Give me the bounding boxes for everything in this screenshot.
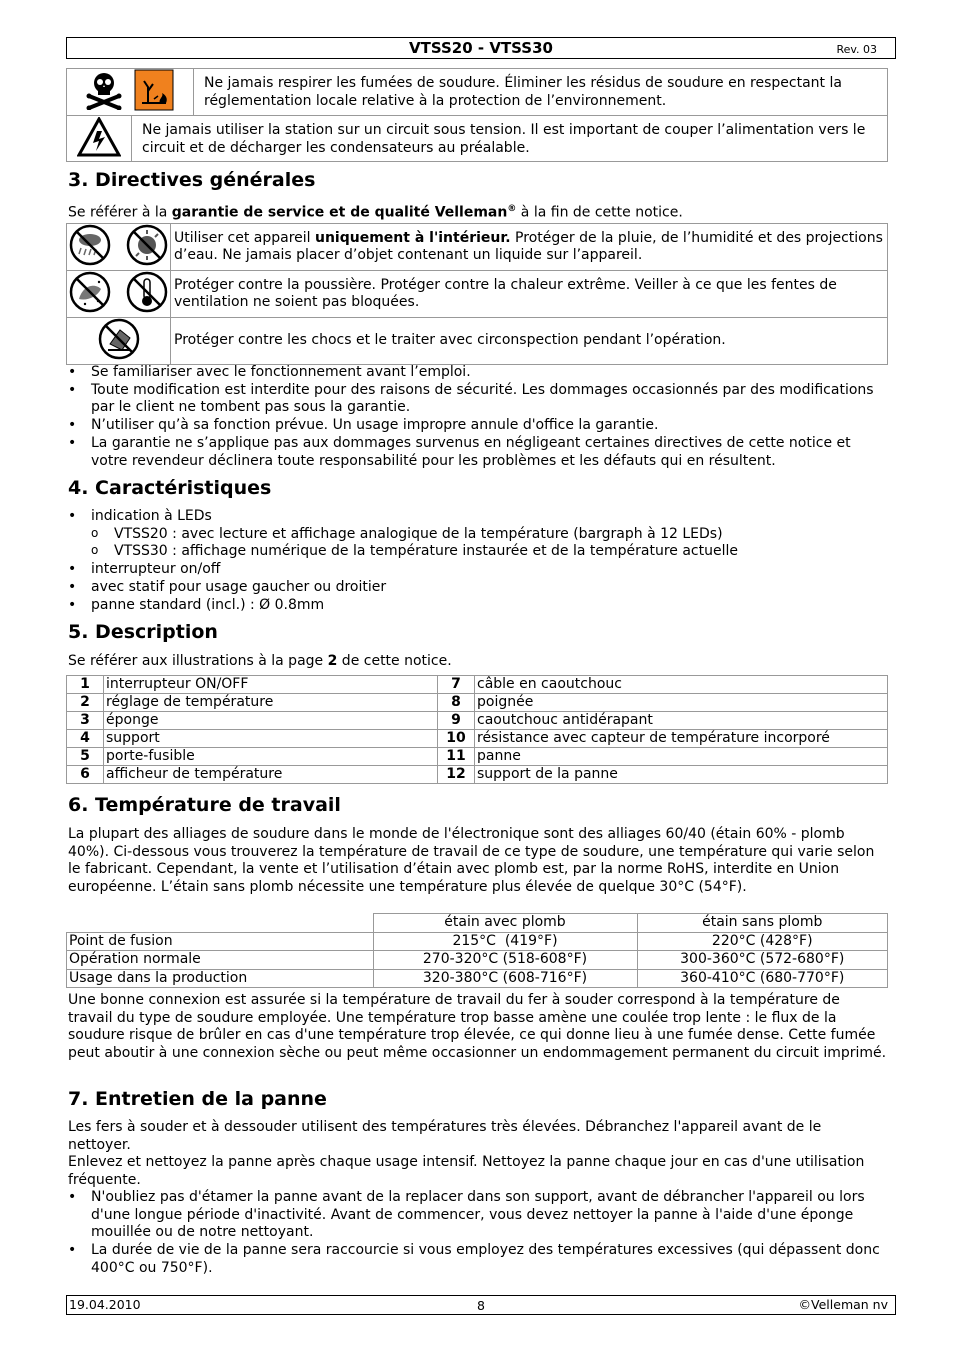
section-3-bullets bbox=[68, 364, 888, 470]
directives-table bbox=[66, 223, 888, 365]
item-label: câble en caoutchouc bbox=[475, 676, 888, 694]
item-label: support de la panne bbox=[475, 766, 888, 784]
table-row bbox=[67, 676, 888, 694]
section-6-paragraph-2: Une bonne connexion est assurée si la température de travail du fer à souder correspond à la température de travail du type de soudure employée. Une température trop basse amène une coulée trop lente : le flux de la soudure risque de brûler en cas d'une température trop élevée, ce qui donne lieu à une fumée dense. Cette fumée peut aboutir à une connexion sèche ou peut même occasionner un endommagement permanent du circuit imprimé. bbox=[68, 992, 887, 1061]
table-cell: 220°C (428°F) bbox=[637, 932, 888, 951]
table-cell: 360-410°C (680-770°F) bbox=[637, 969, 888, 988]
warning-row bbox=[67, 69, 888, 116]
section-6-heading: 6. Température de travail bbox=[68, 794, 341, 816]
item-label: poignée bbox=[475, 694, 888, 712]
row-label: Point de fusion bbox=[67, 932, 374, 951]
intro-bold: garantie de service et de qualité Velleman bbox=[171, 204, 508, 221]
directive-text-start: Utiliser cet appareil bbox=[174, 229, 315, 246]
item-label: éponge bbox=[104, 712, 438, 730]
item-number: 5 bbox=[67, 748, 104, 766]
no-shock-icon bbox=[98, 318, 140, 364]
section-5-heading: 5. Description bbox=[68, 621, 218, 643]
directive-text-bold: uniquement à l'intérieur. bbox=[315, 229, 511, 246]
list-item bbox=[68, 508, 888, 561]
table-row bbox=[67, 932, 888, 951]
directive-text: Protéger contre les chocs et le traiter avec circonspection pendant l’opération. bbox=[171, 318, 888, 365]
list-item: • La garantie ne s’applique pas aux dommages survenus en négligeant certaines directives de cette notice et votre revendeur déclinera toute responsabilité pour les problèmes et les défauts qui en résultent. bbox=[68, 435, 888, 470]
registered-mark: ® bbox=[507, 204, 517, 214]
warning-text: Ne jamais respirer les fumées de soudure. Éliminer les résidus de soudure en respectant la réglementation locale relative à la protection de l’environnement. bbox=[194, 69, 888, 116]
table-cell: 270-320°C (518-608°F) bbox=[373, 951, 637, 970]
item-number: 9 bbox=[438, 712, 475, 730]
intro-text-end: de cette notice. bbox=[337, 653, 452, 669]
intro-bold: 2 bbox=[327, 653, 338, 669]
item-number: 6 bbox=[67, 766, 104, 784]
warning-icons-cell bbox=[67, 69, 194, 116]
directive-text-end: Protéger de la pluie, de l’humidité et des projections d’eau. Ne jamais placer d’objet contenant un liquide sur l’appareil. bbox=[174, 229, 883, 263]
list-item: • avec statif pour usage gaucher ou droitier bbox=[68, 579, 888, 597]
item-number: 2 bbox=[67, 694, 104, 712]
footer-copyright: ©Velleman nv bbox=[798, 1297, 888, 1312]
section-7-paragraph-2: Enlevez et nettoyez la panne après chaque usage intensif. Nettoyez la panne chaque jour en cas d'une utilisation fréquente. bbox=[68, 1154, 865, 1188]
intro-text: Se référer à la bbox=[68, 204, 172, 221]
list-item: • La durée de vie de la panne sera raccourcie si vous employez des températures excessives (qui dépassent donc 400°C ou 750°F). bbox=[68, 1242, 888, 1277]
section-6-paragraph-1: La plupart des alliages de soudure dans le monde de l'électronique sont des alliages 60/40 (étain 60% - plomb 40%). Ci-dessous vous trouverez la température de travail de ce type de soudure, une température qui varie selon le fabricant. Cependant, la vente et l’utilisation d’étain avec plomb est, par la norme RoHS, interdite en Union européenne. L’étain sans plomb nécessite une température plus élevée de quelque 30°C (54°F). bbox=[68, 826, 875, 895]
no-heat-icon bbox=[126, 271, 168, 317]
table-row bbox=[67, 766, 888, 784]
no-rain-icon bbox=[69, 224, 111, 270]
row-label: Opération normale bbox=[67, 951, 374, 970]
section-3-intro bbox=[68, 201, 888, 222]
row-label: Usage dans la production bbox=[67, 969, 374, 988]
environment-hazard-icon bbox=[134, 69, 174, 115]
skull-crossbones-icon bbox=[86, 70, 122, 114]
table-cell: 215°C (419°F) bbox=[373, 932, 637, 951]
section-4-heading: 4. Caractéristiques bbox=[68, 477, 272, 499]
warning-text: Ne jamais utiliser la station sur un circuit sous tension. Il est important de couper l’alimentation vers le circuit et de décharger les condensateurs au préalable. bbox=[132, 116, 888, 162]
table-row bbox=[67, 748, 888, 766]
warning-table-2 bbox=[66, 115, 888, 162]
item-label: support bbox=[104, 730, 438, 748]
section-3-heading: 3. Directives générales bbox=[68, 169, 316, 191]
item-label: interrupteur ON/OFF bbox=[104, 676, 438, 694]
warning-icons-cell bbox=[67, 116, 132, 162]
directive-text bbox=[171, 224, 888, 271]
item-number: 7 bbox=[438, 676, 475, 694]
header-title: VTSS20 - VTSS30 bbox=[409, 39, 553, 57]
list-item: • N'oubliez pas d'étamer la panne avant de la replacer dans son support, avant de débrancher l'appareil ou lors d'une longue période d'inactivité. Avant de commencer, vous devez nettoyer la panne à l'aide d'une éponge mouillée ou de notre nettoyant. bbox=[68, 1189, 888, 1242]
page-number: 8 bbox=[477, 1298, 485, 1313]
no-water-splash-icon bbox=[126, 224, 168, 270]
item-number: 4 bbox=[67, 730, 104, 748]
temperature-table bbox=[66, 913, 888, 988]
item-label: afficheur de température bbox=[104, 766, 438, 784]
intro-text: Se référer aux illustrations à la page bbox=[68, 653, 328, 669]
table-cell: 320-380°C (608-716°F) bbox=[373, 969, 637, 988]
no-dust-icon bbox=[69, 271, 111, 317]
directive-icons-cell bbox=[67, 271, 171, 318]
table-row bbox=[67, 712, 888, 730]
list-item: • Se familiariser avec le fonctionnement avant l’emploi. bbox=[68, 364, 888, 382]
intro-text-end: à la fin de cette notice. bbox=[516, 204, 683, 221]
item-number: 10 bbox=[438, 730, 475, 748]
sub-list-item: o VTSS20 : avec lecture et affichage analogique de la température (bargraph à 12 LEDs) bbox=[91, 526, 888, 544]
item-number: 8 bbox=[438, 694, 475, 712]
section-5-intro bbox=[68, 653, 888, 671]
section-7-paragraph-1: Les fers à souder et à dessouder utilisent des températures très élevées. Débranchez l'appareil avant de le nettoyer. bbox=[68, 1119, 822, 1153]
table-row bbox=[67, 969, 888, 988]
page-header bbox=[66, 37, 896, 59]
table-header-row bbox=[67, 914, 888, 933]
directive-row bbox=[67, 271, 888, 318]
item-label: caoutchouc antidérapant bbox=[475, 712, 888, 730]
list-item-text: indication à LEDs bbox=[91, 508, 212, 524]
item-label: réglage de température bbox=[104, 694, 438, 712]
item-number: 3 bbox=[67, 712, 104, 730]
item-label: porte-fusible bbox=[104, 748, 438, 766]
electric-shock-warning-icon bbox=[77, 117, 121, 161]
directive-icons-cell bbox=[67, 318, 171, 365]
item-label: résistance avec capteur de température incorporé bbox=[475, 730, 888, 748]
section-7-bullets bbox=[68, 1189, 888, 1278]
table-cell: 300-360°C (572-680°F) bbox=[637, 951, 888, 970]
warning-table bbox=[66, 68, 888, 116]
section-7-heading: 7. Entretien de la panne bbox=[68, 1088, 327, 1110]
list-item: • N’utiliser qu’à sa fonction prévue. Un usage impropre annule d'office la garantie. bbox=[68, 417, 888, 435]
table-row bbox=[67, 694, 888, 712]
description-table bbox=[66, 675, 888, 784]
table-row bbox=[67, 951, 888, 970]
list-item: • Toute modification est interdite pour des raisons de sécurité. Les dommages occasionnés par des modifications par le client ne tombent pas sous la garantie. bbox=[68, 382, 888, 417]
empty-header-cell bbox=[67, 914, 374, 933]
footer-date: 19.04.2010 bbox=[69, 1297, 141, 1312]
warning-row bbox=[67, 116, 888, 162]
sub-list-item: o VTSS30 : affichage numérique de la température instaurée et de la température actuelle bbox=[91, 543, 888, 561]
directive-icons-cell bbox=[67, 224, 171, 271]
section-4-bullets bbox=[68, 508, 888, 614]
item-label: panne bbox=[475, 748, 888, 766]
table-row bbox=[67, 730, 888, 748]
header-revision: Rev. 03 bbox=[836, 43, 877, 56]
directive-row bbox=[67, 318, 888, 365]
column-header: étain sans plomb bbox=[637, 914, 888, 933]
column-header: étain avec plomb bbox=[373, 914, 637, 933]
directive-row bbox=[67, 224, 888, 271]
item-number: 12 bbox=[438, 766, 475, 784]
item-number: 1 bbox=[67, 676, 104, 694]
item-number: 11 bbox=[438, 748, 475, 766]
page-footer bbox=[66, 1295, 896, 1315]
directive-text: Protéger contre la poussière. Protéger contre la chaleur extrême. Veiller à ce que les fentes de ventilation ne soient pas bloquées. bbox=[171, 271, 888, 318]
list-item: • panne standard (incl.) : Ø 0.8mm bbox=[68, 597, 888, 615]
sub-list bbox=[91, 526, 888, 561]
list-item: • interrupteur on/off bbox=[68, 561, 888, 579]
